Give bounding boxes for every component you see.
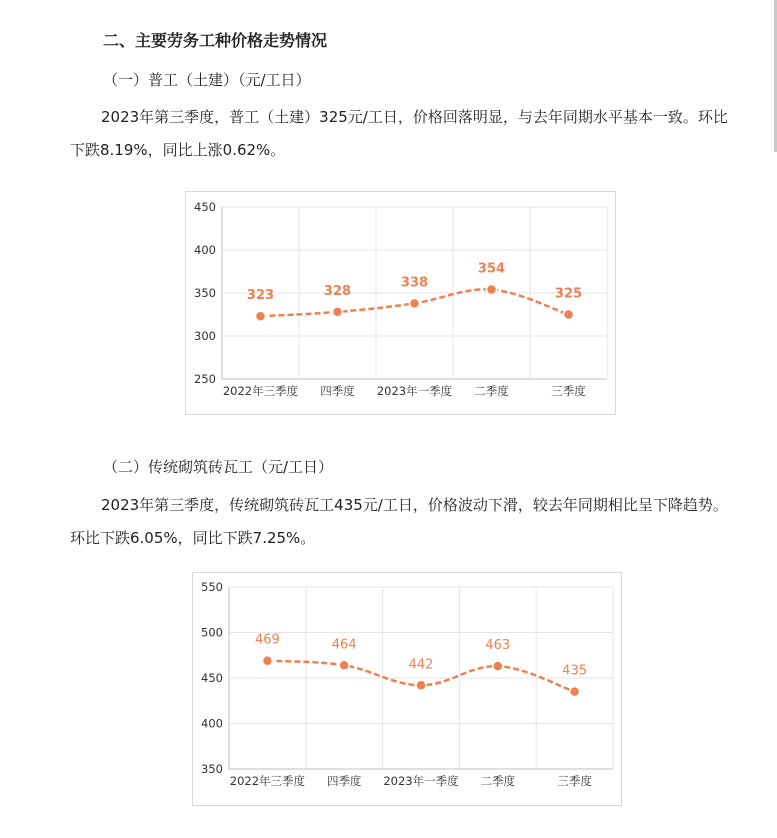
- chart-bricklayer: [192, 572, 622, 806]
- y-tick-label: 250: [194, 372, 216, 386]
- y-tick-label: 350: [194, 286, 216, 300]
- data-point: [262, 656, 272, 666]
- y-tick-label: 350: [201, 762, 223, 776]
- x-tick-label: 四季度: [326, 774, 362, 788]
- data-point: [416, 680, 426, 690]
- paragraph-general-labor: 2023年第三季度，普工（土建）325元/工日，价格回落明显，与去年同期水平基本一致。环比下跌8.19%，同比上涨0.62%。: [70, 108, 728, 159]
- x-tick-label: 2023年一季度: [383, 774, 459, 788]
- data-point: [333, 307, 343, 317]
- data-label: 323: [246, 288, 275, 304]
- line-chart-general-labor: [186, 192, 615, 414]
- data-label: 442: [408, 657, 434, 673]
- data-point: [493, 661, 503, 671]
- section-title: 二、主要劳务工种价格走势情况: [103, 31, 328, 50]
- data-label: 464: [331, 637, 357, 653]
- x-tick-label: 2022年三季度: [229, 774, 306, 788]
- y-tick-label: 450: [194, 200, 216, 214]
- data-point: [487, 285, 497, 295]
- y-tick-label: 450: [201, 671, 223, 685]
- y-tick-label: 500: [201, 625, 223, 640]
- subtitle-general-labor: （一）普工（土建）（元/工日）: [103, 71, 311, 89]
- x-tick-label: 二季度: [480, 774, 516, 788]
- data-label: 469: [254, 632, 280, 648]
- y-tick-label: 300: [194, 329, 216, 343]
- data-label: 435: [562, 663, 588, 679]
- data-label: 338: [400, 275, 429, 291]
- data-point: [570, 687, 580, 697]
- data-label: 354: [477, 261, 506, 277]
- paragraph-bricklayer: 2023年第三季度，传统砌筑砖瓦工435元/工日，价格波动下滑，较去年同期相比呈下降趋势。环比下跌6.05%，同比下跌7.25%。: [70, 496, 728, 547]
- data-label: 463: [485, 638, 511, 654]
- data-label: 328: [323, 283, 352, 299]
- y-tick-label: 400: [194, 243, 216, 257]
- data-point: [564, 310, 574, 320]
- x-tick-label: 2022年三季度: [222, 384, 299, 398]
- x-tick-label: 三季度: [551, 384, 586, 398]
- data-point: [256, 311, 266, 321]
- x-tick-label: 三季度: [557, 774, 592, 788]
- y-tick-label: 550: [201, 580, 223, 594]
- x-tick-label: 2023年一季度: [376, 384, 453, 398]
- data-point: [410, 298, 420, 308]
- subtitle-bricklayer: （二）传统砌筑砖瓦工（元/工日）: [103, 458, 334, 476]
- x-tick-label: 四季度: [320, 384, 355, 398]
- y-tick-label: 400: [201, 716, 223, 731]
- line-chart-bricklayer: [193, 573, 621, 805]
- data-label: 325: [554, 286, 583, 302]
- data-point: [339, 660, 349, 670]
- chart-general-labor: [185, 191, 616, 415]
- x-tick-label: 二季度: [474, 384, 509, 398]
